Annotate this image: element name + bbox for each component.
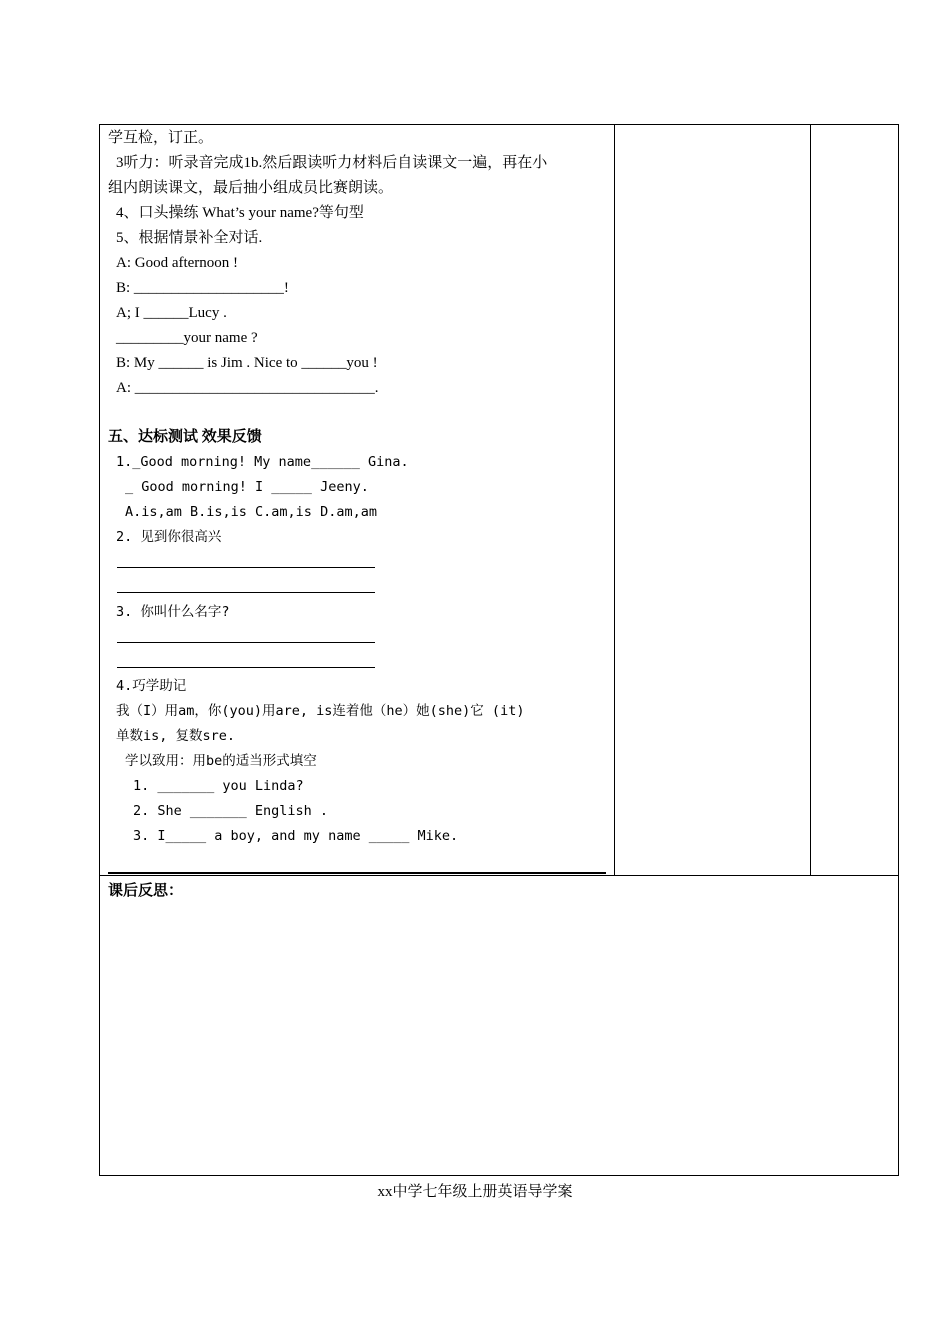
dialogue-line-6: A: ________________________________. — [116, 380, 379, 396]
answer-line — [117, 567, 375, 568]
answer-line — [117, 642, 375, 643]
apply-instruction: 学以致用：用be的适当形式填空 — [125, 753, 317, 769]
text-oral-practice: 4、口头操练 What’s your name?等句型 — [116, 205, 364, 221]
question-2: 2. 见到你很高兴 — [116, 529, 222, 545]
answer-line — [117, 592, 375, 593]
text-listening-step-cont: 组内朗读课文，最后抽小组成员比赛朗读。 — [108, 180, 394, 196]
dialogue-line-4: _________your name ? — [116, 330, 258, 346]
apply-item-2: 2. She _______ English . — [133, 803, 329, 819]
mnemonic-line-2: 单数is, 复数sre. — [116, 728, 236, 744]
text-listening-step: 3听力：听录音完成1b.然后跟读听力材料后自读课文一遍，再在小 — [116, 155, 548, 171]
question-1-options: A.is,am B.is,is C.am,is D.am,am — [125, 504, 377, 520]
apply-item-3: 3. I_____ a boy, and my name _____ Mike. — [133, 828, 459, 844]
mnemonic-line-1: 我（I）用am，你(you)用are, is连着他（he）她(she)它 (it) — [116, 703, 525, 719]
dialogue-line-2: B: ____________________! — [116, 280, 289, 296]
answer-line — [117, 667, 375, 668]
question-4-mnemonic: 4.巧学助记 — [116, 678, 187, 694]
section-title-test: 五、达标测试 效果反馈 — [108, 429, 262, 445]
question-1b: _ Good morning! I _____ Jeeny. — [125, 479, 369, 495]
reflection-title: 课后反思： — [108, 883, 184, 899]
apply-item-1: 1. _______ you Linda? — [133, 778, 304, 794]
question-1a: 1._Good morning! My name______ Gina. — [116, 454, 409, 470]
text-dialogue-instruction: 5、根据情景补全对话. — [116, 230, 263, 246]
dialogue-line-1: A: Good afternoon ! — [116, 255, 239, 271]
section-end-rule — [108, 872, 606, 874]
question-3: 3. 你叫什么名字? — [116, 604, 230, 620]
column-divider-1 — [614, 124, 615, 876]
row-divider — [99, 875, 899, 876]
column-divider-2 — [810, 124, 811, 876]
dialogue-line-5: B: My ______ is Jim . Nice to ______you ! — [116, 355, 378, 371]
text-peer-check: 学互检，订正。 — [108, 130, 214, 146]
dialogue-line-3: A; I ______Lucy . — [116, 305, 227, 321]
page-footer: xx中学七年级上册英语导学案 — [377, 1184, 573, 1200]
